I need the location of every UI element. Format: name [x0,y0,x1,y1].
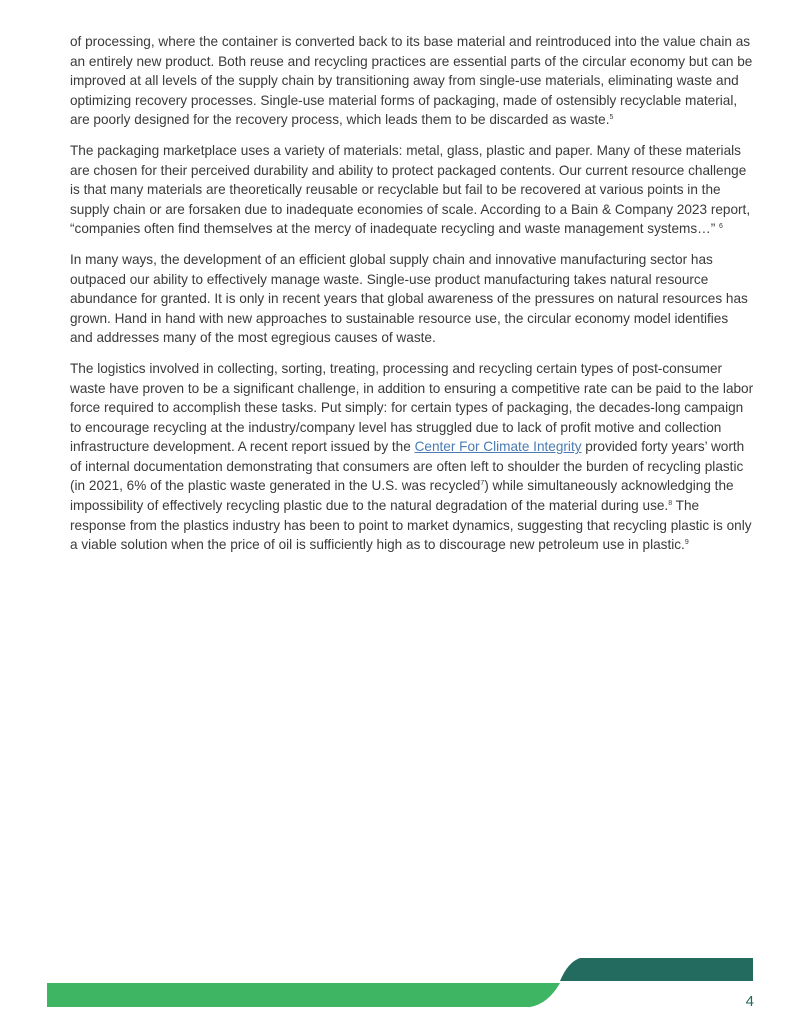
paragraph-text: The logistics involved in collecting, sorting, treating, processing and recycling certain types of post-consumer waste have proven to be a significant challenge, in addition to ensuring a competitive rate can be paid to the labor force required to accomplish these tasks. Put simply: for certain types of packaging, the decades-long campaign to encourage recycling at the industry/company level has struggled due to lack of profit motive and collection infrastructure development. A recent report issued by the [70,360,754,455]
footnote-ref[interactable]: 8 [668,500,673,508]
footnote-ref[interactable]: 5 [609,114,614,122]
footer-dark-band [560,958,753,981]
footer-light-band [47,983,560,1007]
paragraph-text: provided forty years’ worth of internal documentation demonstrating that consumers are often left to shoulder the burden of recycling plastic (in 2021, 6% of the plastic waste generated in the U.S. was recycled [70,439,745,494]
paragraph-text: ) while simultaneously acknowledging the impossibility of effectively recycling plastic due to the natural degradation of the material during use. [70,478,734,514]
paragraph-text: In many ways, the development of an efficient global supply chain and innovative manufacturing sector has outpaced our ability to effectively manage waste. Single-use product manufacturing takes natural resource abundance for granted. It is only in recent years that global awareness of the pressures on natural resources has grown. Hand in hand with new approaches to sustainable resource use, the circular economy model identifies and addresses many of the most egregious causes of waste. [70,251,748,346]
paragraph-packaging-marketplace [70,141,754,239]
paragraph-supply-chain [70,250,754,348]
paragraph-recovery [70,32,754,130]
paragraph-text: The response from the plastics industry has been to point to market dynamics, suggesting that recycling plastic is only a viable solution when the price of oil is sufficiently high as to discourage new petroleum use in plastic. [70,498,752,553]
footer-decoration [0,950,800,1020]
document-body [70,32,754,566]
paragraph-logistics [70,359,754,555]
center-for-climate-integrity-link[interactable]: Center For Climate Integrity [414,439,582,455]
paragraph-text: The packaging marketplace uses a variety of materials: metal, glass, plastic and paper. Many of these materials are chosen for their perceived durability and ability to protect packaged contents. Our current resource challenge is that many materials are theoretically reusable or recyclable but fail to be recovered at various points in the supply chain or are forsaken due to inadequate economies of scale. According to a Bain & Company 2023 report, “companies often find themselves at the mercy of inadequate recycling and waste management systems…” [70,142,751,237]
paragraph-text: of processing, where the container is converted back to its base material and reintroduced into the value chain as an entirely new product. Both reuse and recycling practices are essential parts of the circular economy but can be improved at all levels of the supply chain by transitioning away from single-use materials, eliminating waste and optimizing recovery processes. Single-use material forms of packaging, made of ostensibly recyclable material, are poorly designed for the recovery process, which leads them to be discarded as waste. [70,34,753,128]
page-number: 4 [745,993,754,1010]
footnote-ref[interactable]: 9 [684,539,689,547]
footnote-ref[interactable]: 7 [480,480,485,488]
footnote-ref[interactable]: 6 [719,223,723,231]
